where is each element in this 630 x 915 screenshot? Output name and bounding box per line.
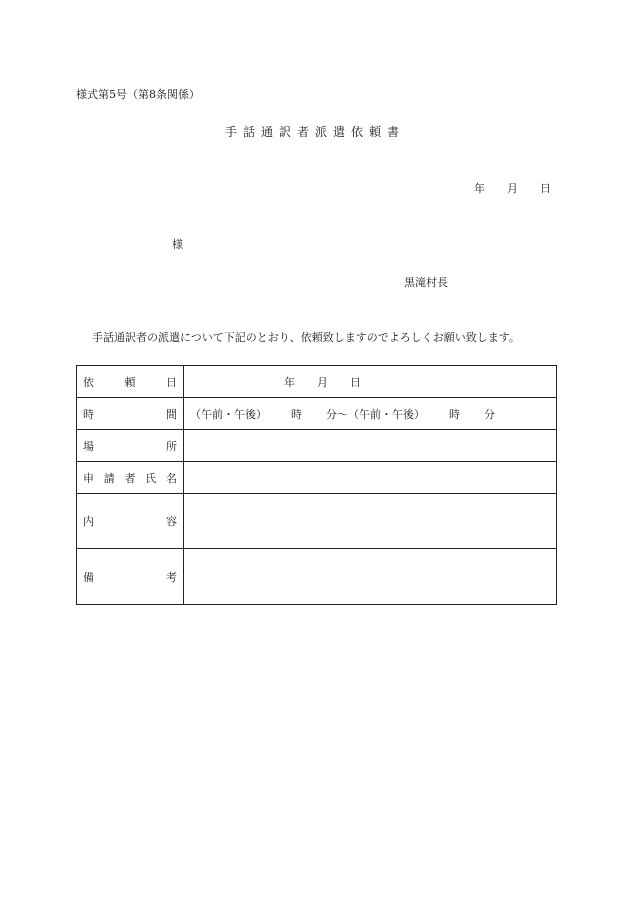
label-char: 頼	[124, 375, 136, 389]
label-char: 容	[166, 515, 177, 528]
label-char: 依	[83, 375, 94, 389]
label-char: 備	[83, 570, 94, 584]
date-year-label: 年	[474, 182, 485, 195]
addressee-suffix: 様	[172, 238, 183, 251]
label-char: 申	[83, 471, 94, 485]
table-row-request-date	[77, 366, 557, 398]
label-place	[77, 430, 184, 462]
start-ampm: （午前・午後）	[190, 407, 267, 421]
end-hour: 時	[449, 407, 460, 421]
remarks-field[interactable]	[184, 549, 557, 605]
date-line	[474, 180, 551, 196]
label-char: 所	[166, 439, 177, 453]
label-char: 内	[83, 515, 94, 528]
start-hour: 時	[291, 407, 302, 421]
place-field[interactable]	[184, 430, 557, 462]
label-char: 考	[166, 570, 177, 584]
table-row-content	[77, 494, 557, 549]
request-date-month: 月	[317, 375, 328, 389]
table-row-time	[77, 398, 557, 430]
content-field[interactable]	[184, 494, 557, 549]
applicant-name-field[interactable]	[184, 462, 557, 494]
label-char: 時	[83, 407, 94, 421]
form-number: 様式第5号（第8条関係）	[76, 88, 200, 101]
end-ampm: （午前・午後）	[348, 407, 425, 421]
label-char: 名	[166, 471, 177, 485]
label-char: 氏	[145, 471, 157, 485]
label-request-date	[77, 366, 184, 398]
label-char: 者	[124, 471, 136, 485]
label-remarks	[77, 549, 184, 605]
label-char: 場	[83, 439, 94, 453]
label-applicant-name	[77, 462, 184, 494]
request-form-table	[76, 365, 557, 605]
table-row-applicant	[77, 462, 557, 494]
date-day-label: 日	[540, 182, 551, 195]
request-date-field[interactable]	[184, 366, 557, 398]
table-row-remarks	[77, 549, 557, 605]
request-statement: 手話通訳者の派遣について下記のとおり、依頼致しますのでよろしくお願い致します。	[92, 331, 520, 344]
document-title: 手話通訳者派遣依頼書	[224, 125, 405, 139]
label-char: 日	[166, 375, 177, 389]
request-date-year: 年	[284, 375, 295, 389]
label-time	[77, 398, 184, 430]
time-field[interactable]	[184, 398, 557, 430]
label-content	[77, 494, 184, 549]
end-minute: 分	[484, 407, 495, 421]
date-month-label: 月	[507, 182, 518, 195]
request-date-day: 日	[350, 375, 361, 389]
label-char: 間	[166, 407, 177, 421]
sender-name: 黒滝村長	[404, 276, 448, 289]
table-row-place	[77, 430, 557, 462]
label-char: 請	[103, 471, 115, 485]
start-minute: 分～	[326, 407, 348, 421]
